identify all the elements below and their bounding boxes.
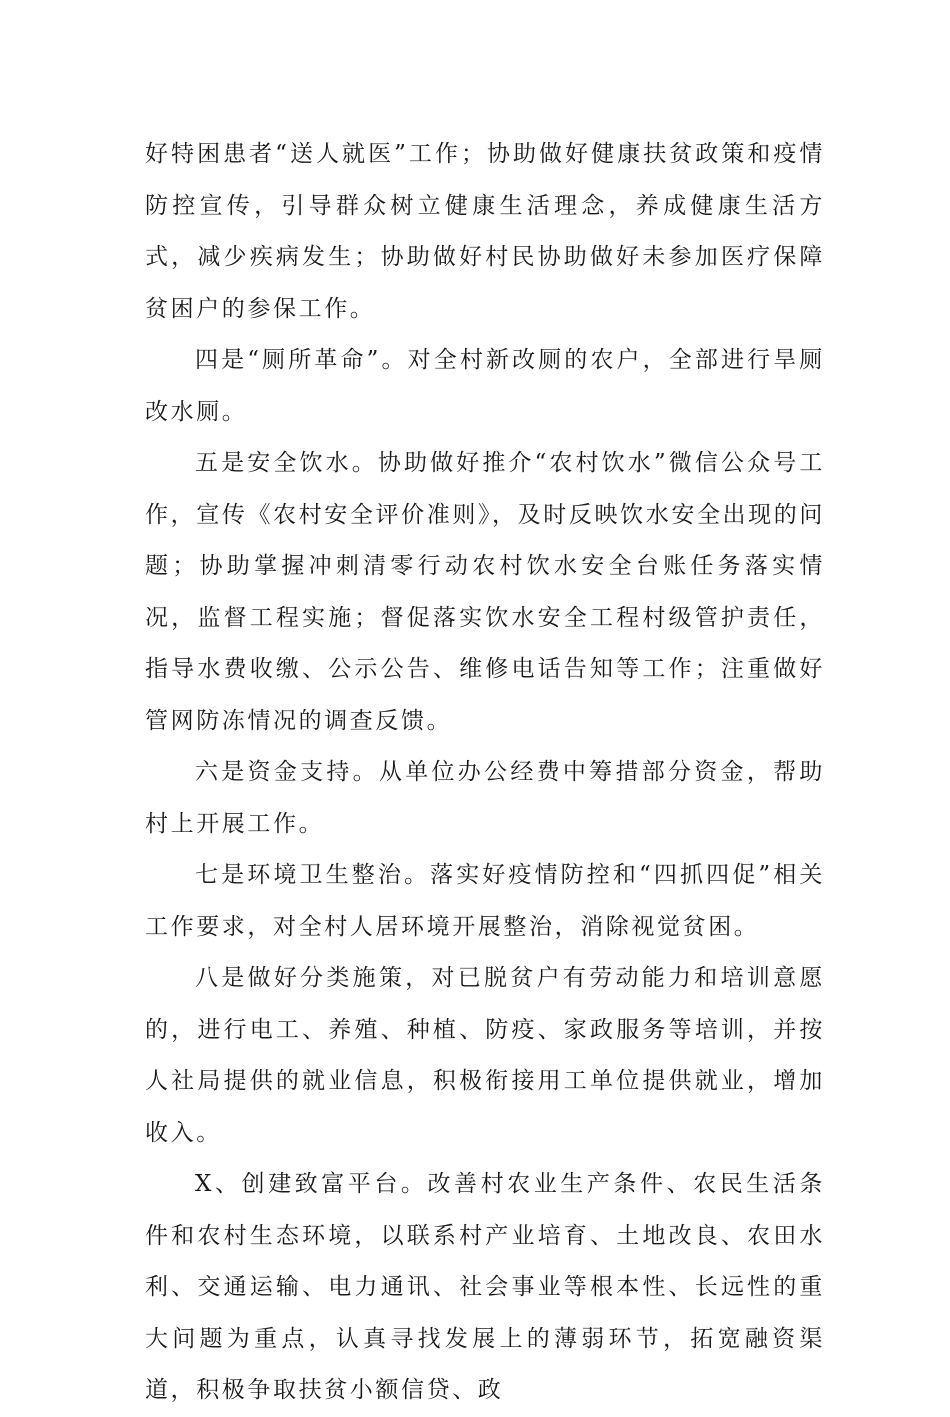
paragraph-classified-policies: 八是做好分类施策，对已脱贫户有劳动能力和培训意愿的，进行电工、养殖、种植、防疫、家政服务等培训，并按人社局提供的就业信息，积极衔接用工单位提供就业，增加收入。 xyxy=(145,965,825,1146)
paragraph-environment-sanitation: 七是环境卫生整治。落实好疫情防控和“四抓四促”相关工作要求，对全村人居环境开展整治，消除视觉贫困。 xyxy=(145,862,825,940)
paragraph-safe-drinking-water: 五是安全饮水。协助做好推介“农村饮水”微信公众号工作，宣传《农村安全评价准则》，及时反映饮水安全出现的问题；协助掌握冲刺清零行动农村饮水安全台账任务落实情况，监督工程实施；督促落实饮水安全工程村级管护责任，指导水费收缴、公示公告、维修电话告知等工作；注重做好管网防冻情况的调查反馈。 xyxy=(145,450,825,734)
paragraph-funding-support: 六是资金支持。从单位办公经费中筹措部分资金，帮助村上开展工作。 xyxy=(145,759,825,837)
document-body xyxy=(145,129,825,1417)
paragraph-prosperity-platform: X、创建致富平台。改善村农业生产条件、农民生活条件和农村生态环境，以联系村产业培育、土地改良、农田水利、交通运输、电力通讯、社会事业等根本性、长远性的重大问题为重点，认真寻找发展上的薄弱环节，拓宽融资渠道，积极争取扶贫小额信贷、政 xyxy=(145,1171,825,1403)
paragraph-toilet-revolution: 四是“厕所革命”。对全村新改厕的农户，全部进行旱厕改水厕。 xyxy=(145,347,825,425)
paragraph-health-assistance: 好特困患者“送人就医”工作；协助做好健康扶贫政策和疫情防控宣传，引导群众树立健康生活理念，养成健康生活方式，减少疾病发生；协助做好村民协助做好未参加医疗保障贫困户的参保工作。 xyxy=(145,141,825,322)
